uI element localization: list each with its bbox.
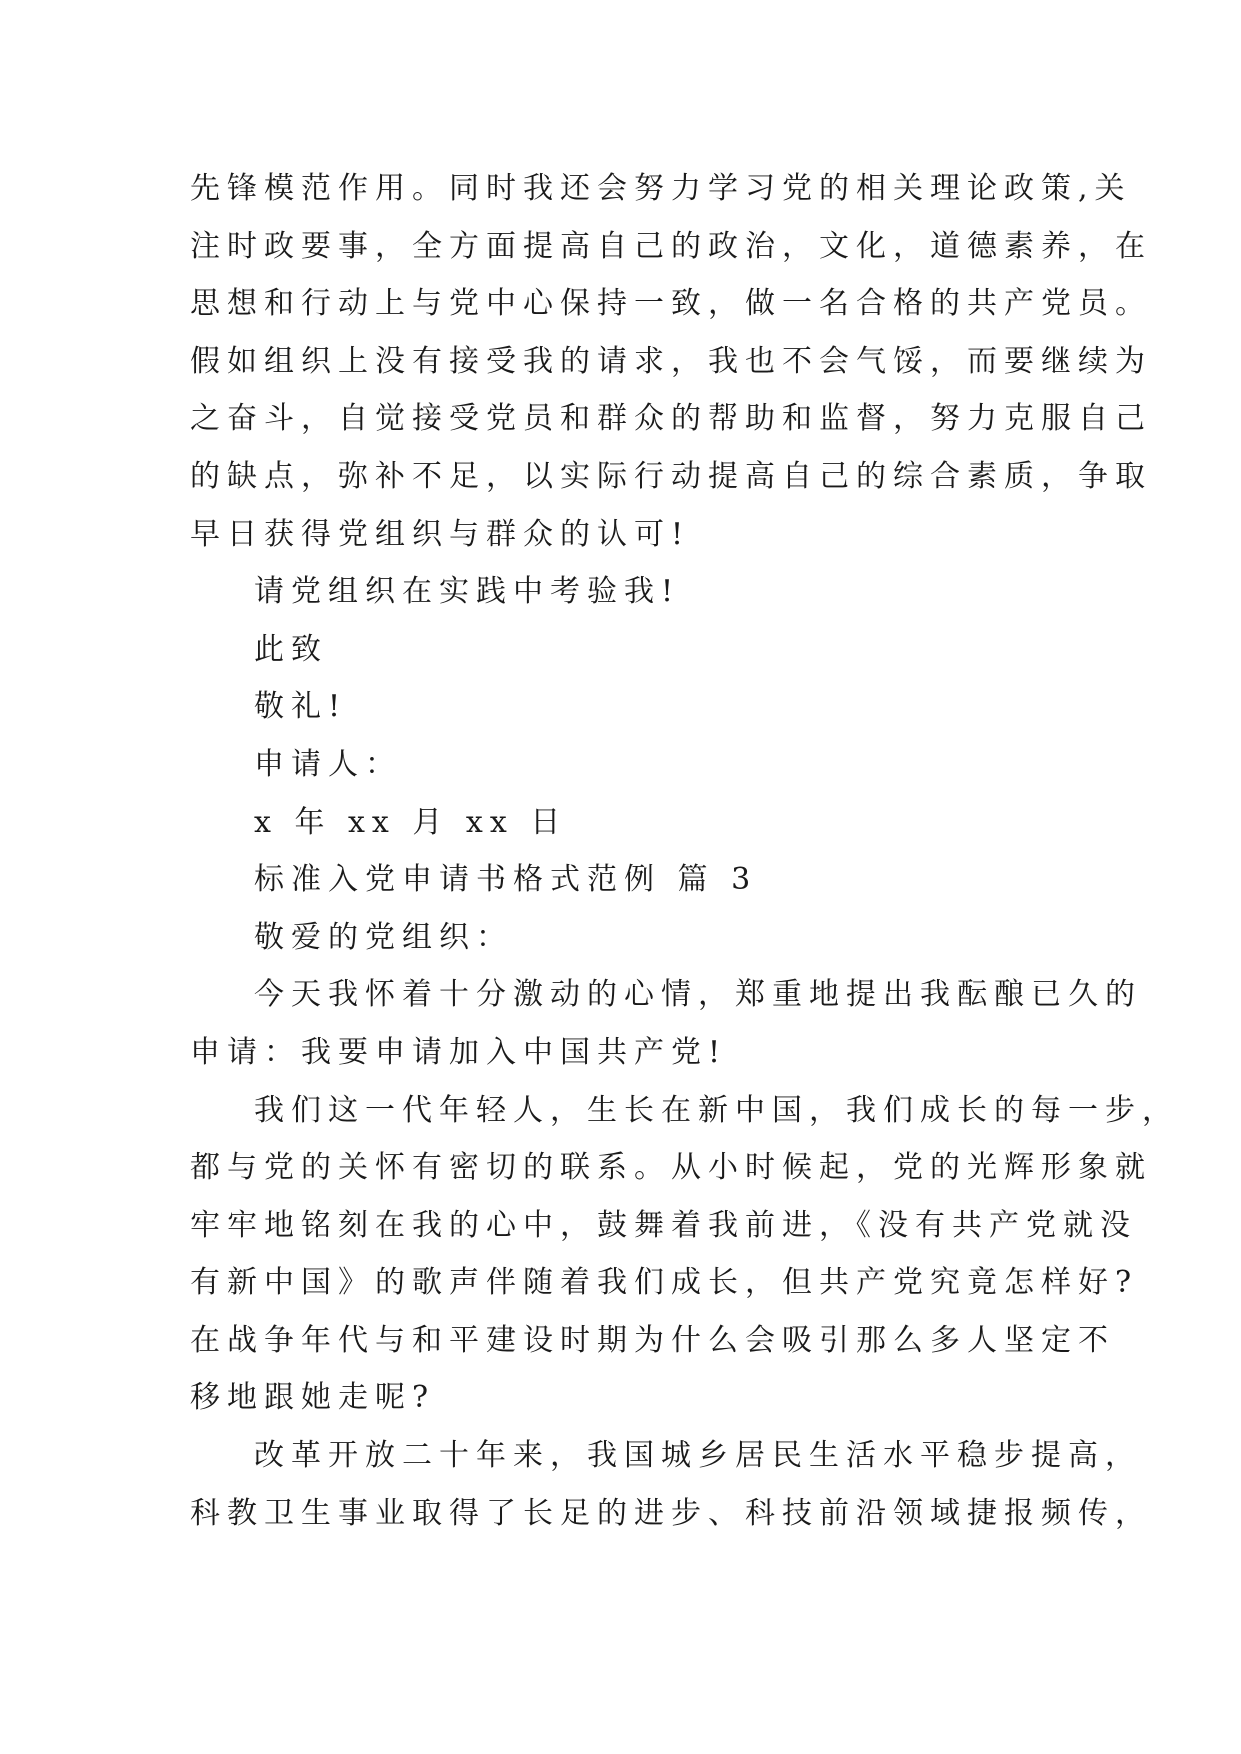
text-line: 早日获得党组织与群众的认可! <box>190 516 691 552</box>
text-line: 思想和行动上与党中心保持一致，做一名合格的共产党员。 <box>190 286 1152 322</box>
text-line: x 年 xx 月 xx 日 <box>254 804 568 840</box>
text-line: 改革开放二十年来，我国城乡居民生活水平稳步提高， <box>254 1438 1142 1474</box>
text-line: 申请人： <box>254 746 402 782</box>
text-line: 我们这一代年轻人，生长在新中国，我们成长的每一步， <box>254 1092 1179 1128</box>
text-line: 敬礼! <box>254 689 348 725</box>
text-line: 科教卫生事业取得了长足的进步、科技前沿领域捷报频传， <box>190 1495 1152 1531</box>
text-line: 标准入党申请书格式范例 篇 3 <box>254 862 758 898</box>
text-line: 此致 <box>254 631 328 667</box>
text-line: 先锋模范作用。同时我还会努力学习党的相关理论政策,关 <box>190 171 1132 206</box>
text-line: 今天我怀着十分激动的心情，郑重地提出我酝酿已久的 <box>254 977 1142 1013</box>
text-line: 敬爱的党组织： <box>254 919 513 955</box>
text-line: 都与党的关怀有密切的联系。从小时候起，党的光辉形象就 <box>190 1150 1152 1186</box>
text-line: 的缺点，弥补不足，以实际行动提高自己的综合素质，争取 <box>190 458 1152 494</box>
text-line: 注时政要事，全方面提高自己的政治，文化，道德素养，在 <box>190 228 1152 264</box>
text-line: 假如组织上没有接受我的请求，我也不会气馁，而要继续为 <box>190 343 1152 379</box>
text-line: 申请：我要申请加入中国共产党! <box>190 1034 728 1070</box>
document-body <box>190 160 1179 1542</box>
text-line: 移地跟她走呢? <box>190 1380 436 1416</box>
text-line: 在战争年代与和平建设时期为什么会吸引那么多人坚定不 <box>190 1322 1115 1358</box>
text-line: 有新中国》的歌声伴随着我们成长，但共产党究竟怎样好? <box>190 1265 1139 1301</box>
text-line: 之奋斗，自觉接受党员和群众的帮助和监督，努力克服自己 <box>190 401 1152 437</box>
text-line: 请党组织在实践中考验我! <box>254 574 681 610</box>
text-line: 牢牢地铭刻在我的心中，鼓舞着我前进，《没有共产党就没 <box>190 1207 1137 1243</box>
